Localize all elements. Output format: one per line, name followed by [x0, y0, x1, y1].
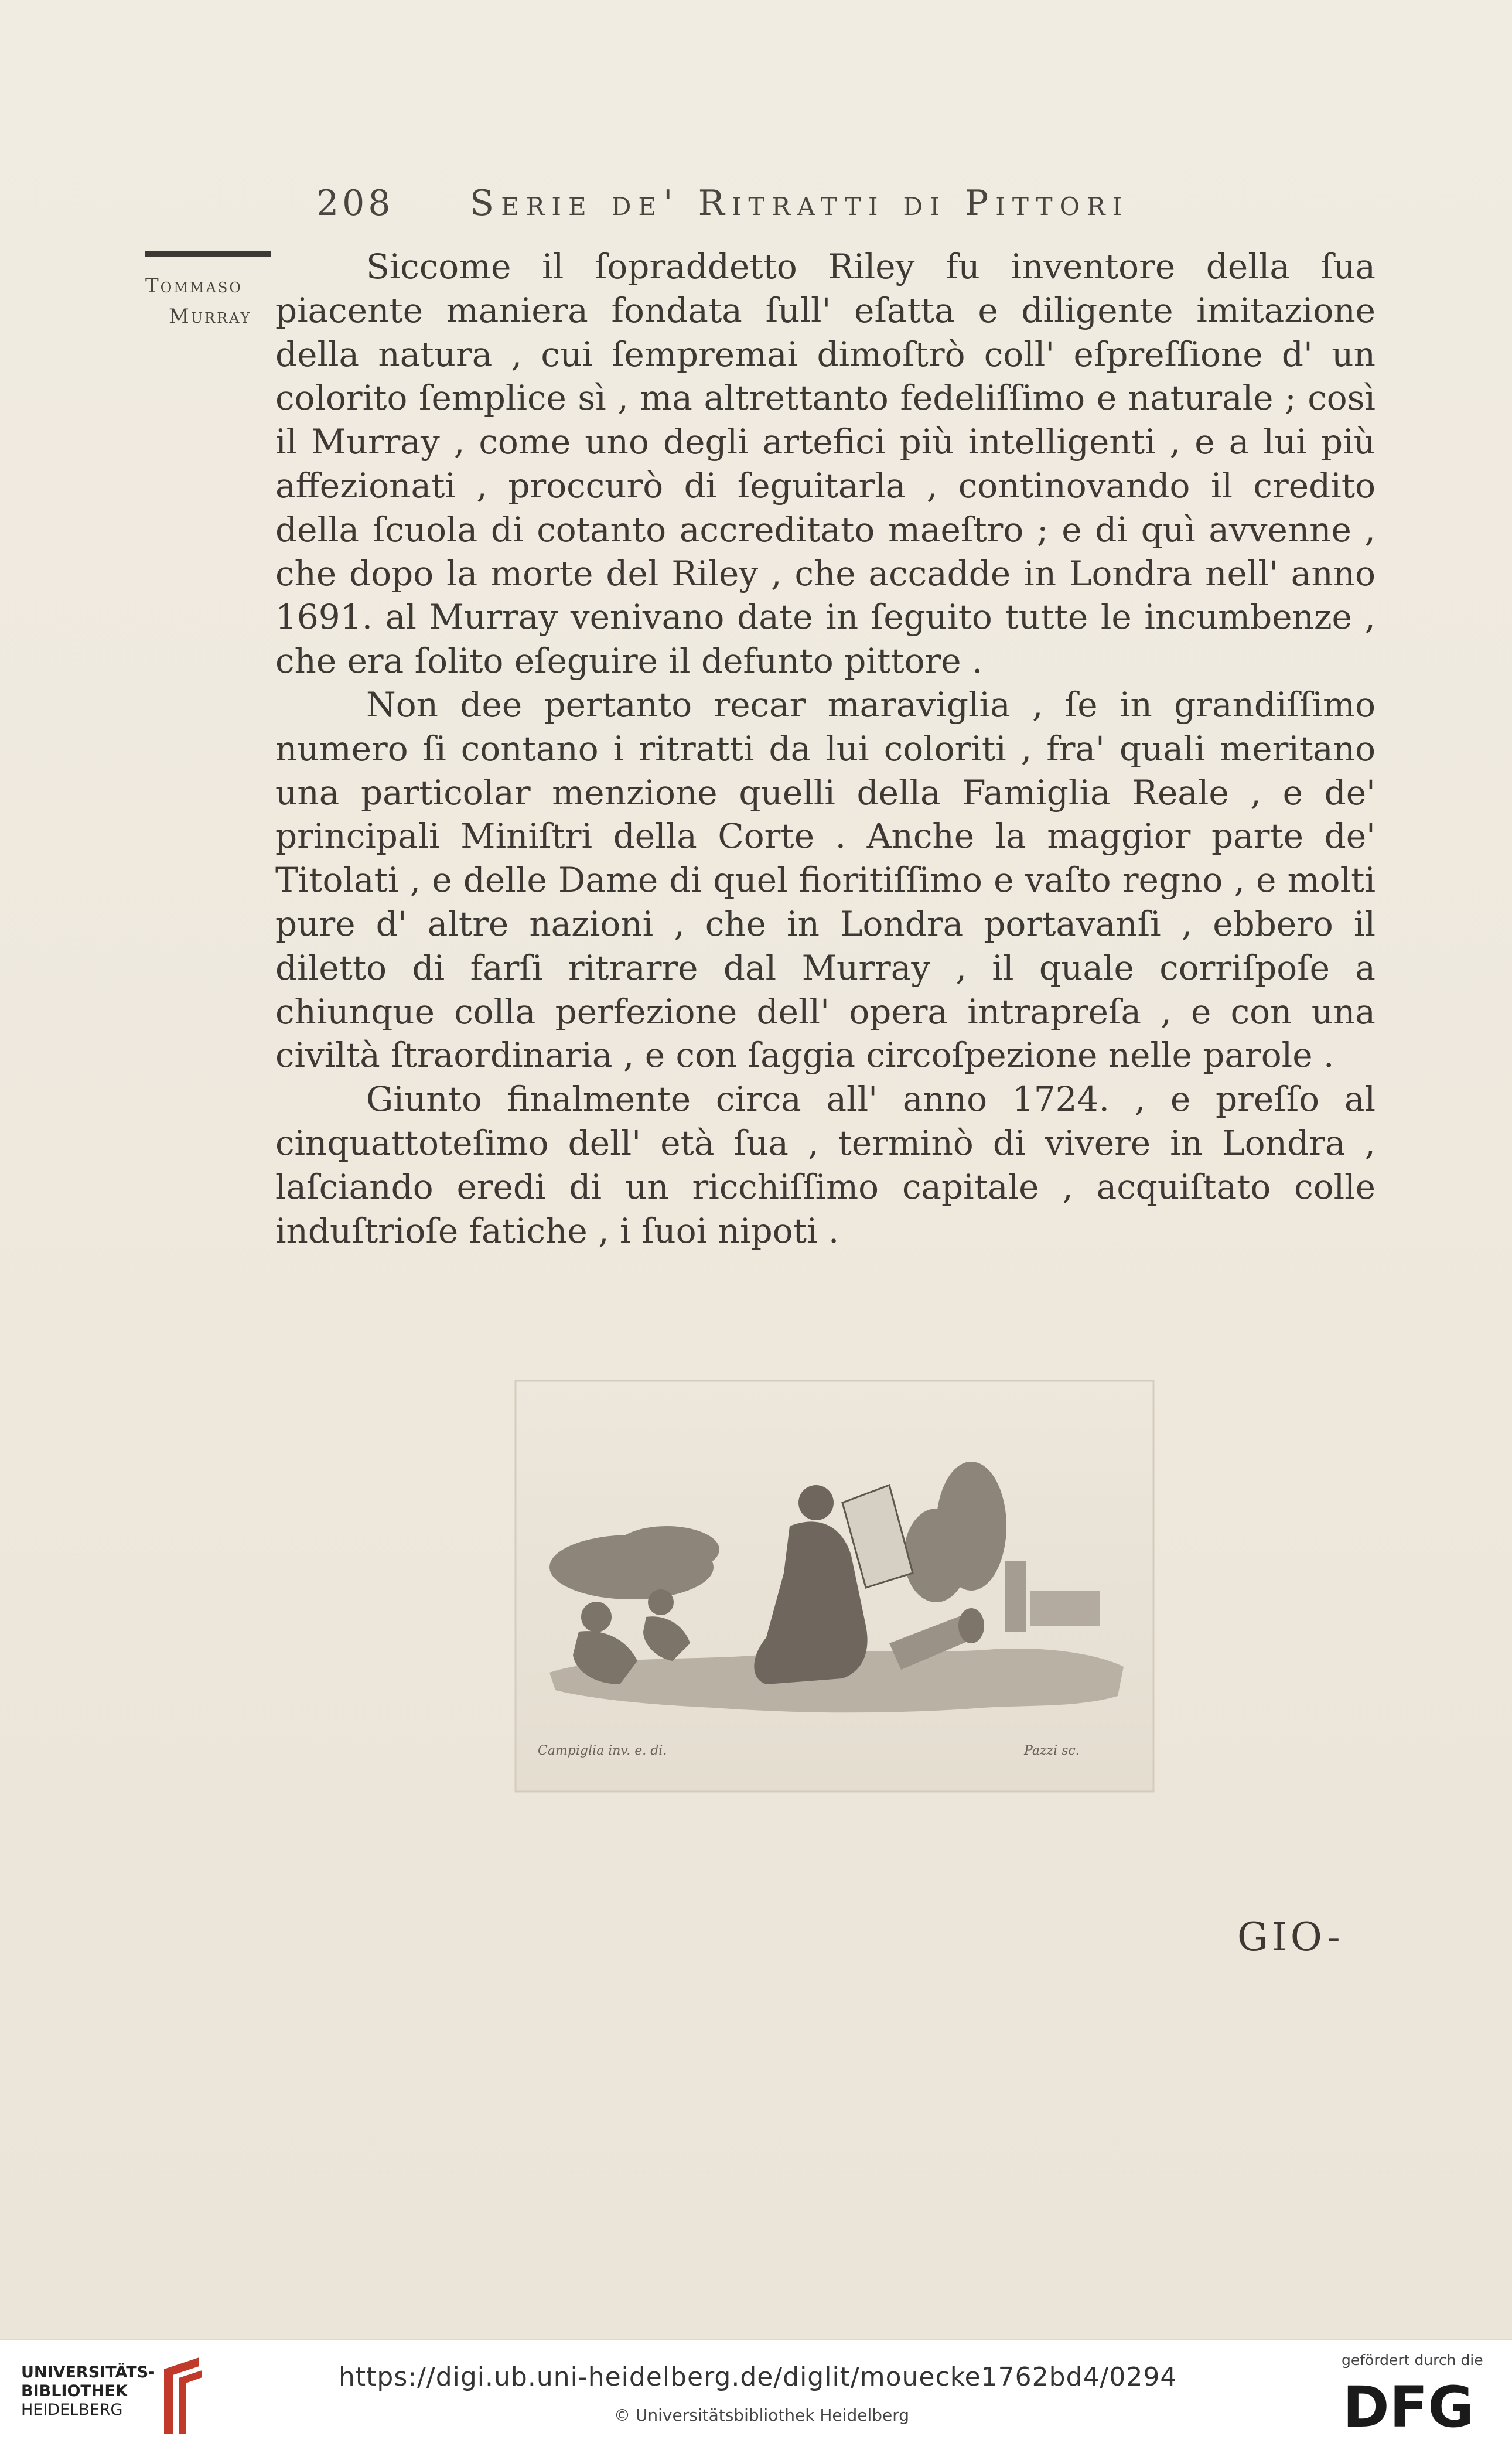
library-logo-icon — [152, 2352, 211, 2439]
library-line-2: BIBLIOTHEK — [21, 2382, 128, 2400]
tower — [1005, 1561, 1026, 1632]
library-line-1: UNIVERSITÄTS- — [21, 2363, 155, 2381]
margin-note — [145, 271, 277, 332]
permalink-url[interactable]: https://digi.ub.uni-heidelberg.de/diglit/mouecke1762bd4/0294 — [339, 2362, 1177, 2392]
paragraph-2: Non dee pertanto recar maraviglia , ſe in grandiſſimo numero ſi contano i ritratti da lui coloriti , fra' quali meritano una particolar menzione quelli della Famiglia Reale , e de' principali Miniſtri della Corte . Anche la maggior parte de' Titolati , e delle Dame di quel fioritiſſimo e vaſto regno , e molti pure d' altre nazioni , che in Londra portavanſi , ebbero il diletto di farſi ritrarre dal Murray , il quale corriſpoſe a chiunque colla perfezione dell' opera intrapreſa , e con una civiltà ſtraordinaria , e con ſaggia circoſpezione nelle parole . — [275, 684, 1376, 1076]
engraved-vignette — [514, 1380, 1155, 1793]
vignette-image — [514, 1380, 1155, 1793]
margin-note-first-name: Tommaso — [145, 274, 243, 298]
catchword: GIO- — [1237, 1915, 1344, 1960]
page-number: 208 — [316, 183, 394, 224]
right-signature: Pazzi sc. — [1024, 1743, 1080, 1758]
margin-rule — [145, 251, 271, 257]
library-name — [21, 2363, 155, 2420]
body-text — [275, 245, 1376, 1253]
paragraph-1: Siccome il ſopraddetto Riley fu inventore della ſua piacente maniera fondata ſull' eſatta e diligente imitazione della natura , cui ſempremai dimoſtrò coll' eſpreſſione d' un colorito ſemplice sì , ma altrettanto fedeliſſimo e naturale ; così il Murray , come uno degli artefici più intelligenti , e a lui più affezionati , proccurò di ſeguitarla , continovando il credito della ſcuola di cotanto accreditato maeſtro ; e di quì avvenne , che dopo la morte del Riley , che accadde in Londra nell' anno 1691. al Murray venivano date in ſeguito tutte le incumbenze , che era ſolito eſeguire il defunto pittore . — [275, 247, 1376, 681]
building — [1030, 1591, 1100, 1626]
dfg-caption: gefördert durch die — [1342, 2352, 1483, 2369]
dfg-logo-icon — [1342, 2374, 1494, 2432]
margin-note-surname: Murray — [169, 305, 252, 328]
footer-bar — [0, 2339, 1512, 2450]
svg-text:DFG: DFG — [1343, 2374, 1475, 2432]
left-signature: Campiglia inv. e. di. — [538, 1743, 667, 1758]
copyright-notice: © Universitätsbibliothek Heidelberg — [614, 2405, 910, 2425]
paragraph-3: Giunto finalmente circa all' anno 1724. , e preſſo al cinquattoteſimo dell' età ſua , terminò di vivere in Londra , laſciando eredi di un ricchiſſimo capitale , acquiſtato colle induſtrioſe fatiche , i ſuoi nipoti . — [275, 1079, 1376, 1251]
running-title: Serie de' Ritratti di Pittori — [470, 183, 1129, 224]
library-line-3: HEIDELBERG — [21, 2401, 123, 2419]
